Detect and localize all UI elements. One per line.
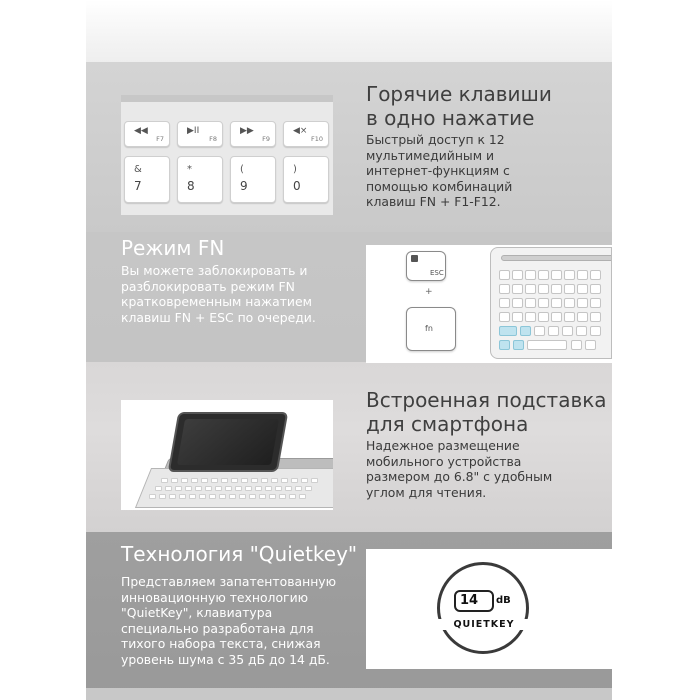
title-line: Встроенная подставка — [366, 388, 607, 412]
text-line: мультимедийным и — [366, 147, 495, 163]
key-7 — [124, 156, 170, 203]
title-line: Режим FN — [121, 236, 225, 260]
text-line: помощью комбинаций — [366, 178, 513, 194]
noise-level-unit: dB — [496, 595, 511, 606]
title-line: Технология "Quietkey" — [121, 542, 358, 566]
rewind-icon: ◀◀ — [134, 126, 148, 136]
key-8 — [177, 156, 223, 203]
text-line: клавиш FN + ESC по очереди. — [121, 309, 316, 325]
key-digit: 8 — [187, 179, 195, 193]
section-title — [121, 542, 357, 566]
text-line: мобильного устройства — [366, 453, 522, 469]
text-line: Представляем запатентованную — [121, 574, 337, 589]
key-label: F10 — [310, 135, 323, 143]
text-line: "QuietKey", клавиатура — [121, 605, 273, 620]
text-line: кратковременным нажатием — [121, 294, 312, 309]
plus-sign: + — [425, 287, 433, 297]
key-f7 — [124, 121, 170, 147]
key-f9 — [230, 121, 276, 147]
key-f8 — [177, 121, 223, 147]
text-line: уровень шума с 35 дБ до 14 дБ. — [121, 651, 330, 667]
text-line: Быстрый доступ к 12 — [366, 132, 505, 147]
noise-level-badge — [454, 590, 494, 612]
phone-stand-image — [121, 400, 333, 510]
section-title — [366, 388, 607, 436]
phone-slot — [501, 255, 612, 261]
text-line: Вы можете заблокировать и — [121, 263, 308, 278]
text-line: специально разработана для — [121, 620, 314, 636]
lock-icon — [411, 255, 418, 262]
section-description — [121, 263, 316, 325]
play-pause-icon: ▶II — [187, 126, 200, 136]
key-label: ESC — [430, 269, 444, 277]
key-symbol: * — [187, 164, 192, 175]
key-f10 — [283, 121, 329, 147]
key-9 — [230, 156, 276, 203]
key-label: F7 — [156, 135, 164, 143]
title-line: в одно нажатие — [366, 106, 535, 130]
key-label: fn — [425, 324, 433, 333]
section-title — [366, 82, 552, 130]
smartphone — [168, 412, 289, 472]
mini-keyboard-image — [490, 247, 612, 359]
fast-forward-icon: ▶▶ — [240, 126, 254, 136]
title-line: для смартфона — [366, 412, 529, 436]
key-label: F8 — [209, 135, 217, 143]
fn-key — [406, 307, 456, 351]
esc-key — [406, 251, 446, 281]
text-line: интернет-функциям с — [366, 163, 510, 178]
quietkey-logo-text: QUIETKEY — [436, 619, 532, 630]
section-description — [366, 132, 512, 210]
text-line: инновационную технологию — [121, 589, 309, 605]
key-symbol: ( — [240, 164, 244, 175]
section-description — [366, 438, 552, 500]
key-label: F9 — [262, 135, 270, 143]
section-title — [121, 236, 224, 260]
key-0 — [283, 156, 329, 203]
key-digit: 7 — [134, 179, 142, 193]
text-line: Надежное размещение — [366, 438, 520, 453]
text-line: тихого набора текста, снижая — [121, 636, 321, 651]
mute-icon: ◀× — [293, 126, 308, 136]
noise-level-value: 14 — [460, 593, 479, 608]
text-line: клавиш FN + F1-F12. — [366, 194, 501, 209]
text-line: углом для чтения. — [366, 484, 487, 500]
bottom-strip — [86, 688, 612, 700]
key-symbol: & — [134, 164, 142, 175]
key-digit: 0 — [293, 179, 301, 193]
text-line: разблокировать режим FN — [121, 278, 295, 294]
key-symbol: ) — [293, 164, 297, 175]
key-digit: 9 — [240, 179, 248, 193]
section-description — [121, 574, 336, 667]
title-line: Горячие клавиши — [366, 82, 552, 106]
hotkeys-keyboard-image — [121, 95, 333, 215]
text-line: размером до 6.8" с удобным — [366, 469, 553, 484]
